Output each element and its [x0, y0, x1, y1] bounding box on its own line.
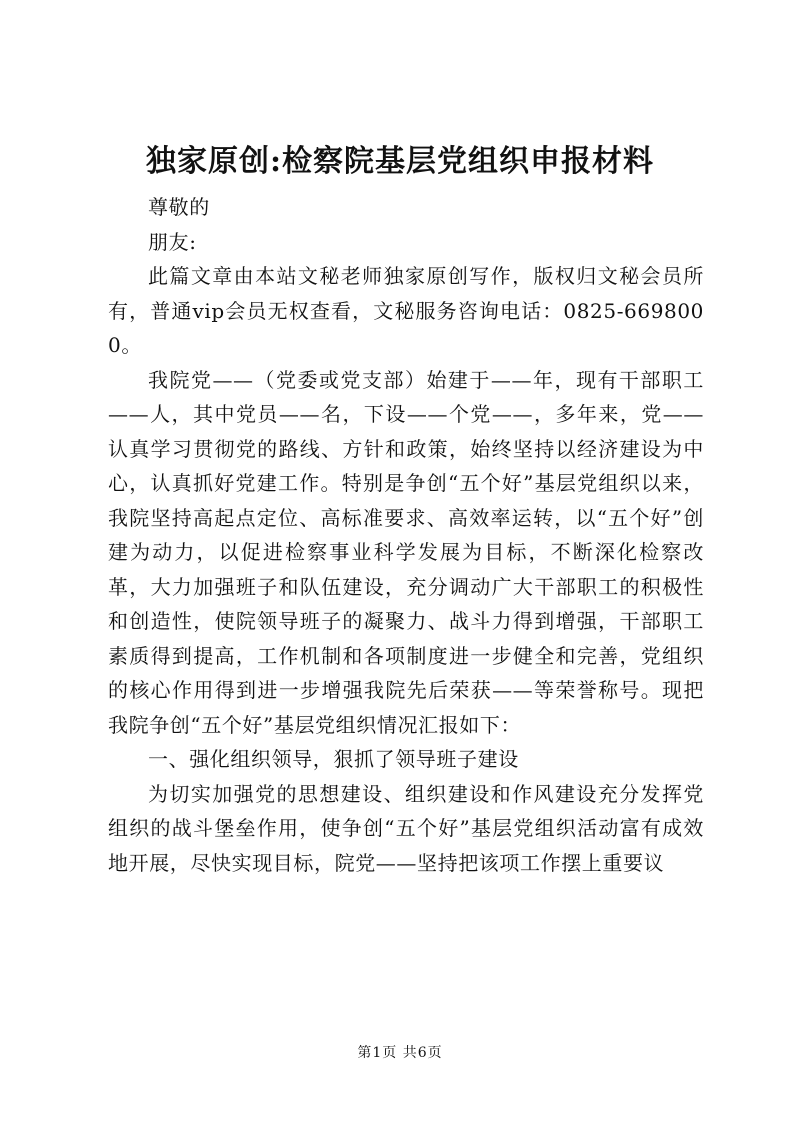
document-body [108, 190, 704, 880]
document-title: 独家原创:检察院基层党组织申报材料 [145, 144, 655, 179]
page-number-footer: 第1页 共6页 [357, 1045, 443, 1061]
introduction-paragraph: 我院党——（党委或党支部）始建于——年，现有干部职工——人，其中党员——名，下设——个党——，多年来，党——认真学习贯彻党的路线、方针和政策，始终坚持以经济建设为中心，认真抓好党建工作。特别是争创“五个好”基层党组织以来，我院坚持高起点定位、高标准要求、高效率运转，以“五个好”创建为动力，以促进检察事业科学发展为目标，不断深化检察改革，大力加强班子和队伍建设，充分调动广大干部职工的积极性和创造性，使院领导班子的凝聚力、战斗力得到增强，干部职工素质得到提高，工作机制和各项制度进一步健全和完善，党组织的核心作用得到进一步增强我院先后荣获——等荣誉称号。现把我院争创“五个好”基层党组织情况汇报如下： [108, 367, 704, 737]
section-1-paragraph: 为切实加强党的思想建设、组织建设和作风建设充分发挥党组织的战斗堡垒作用，使争创“五个好”基层党组织活动富有成效地开展，尽快实现目标，院党——坚持把该项工作摆上重要议 [108, 781, 704, 875]
salutation-line-1: 尊敬的 [148, 195, 210, 219]
section-heading-1: 一、强化组织领导，狠抓了领导班子建设 [148, 747, 519, 771]
copyright-notice-paragraph: 此篇文章由本站文秘老师独家原创写作，版权归文秘会员所有，普通vip会员无权查看，文秘服务咨询电话：0825-6698000。 [108, 264, 704, 357]
salutation-line-2: 朋友: [148, 229, 197, 254]
